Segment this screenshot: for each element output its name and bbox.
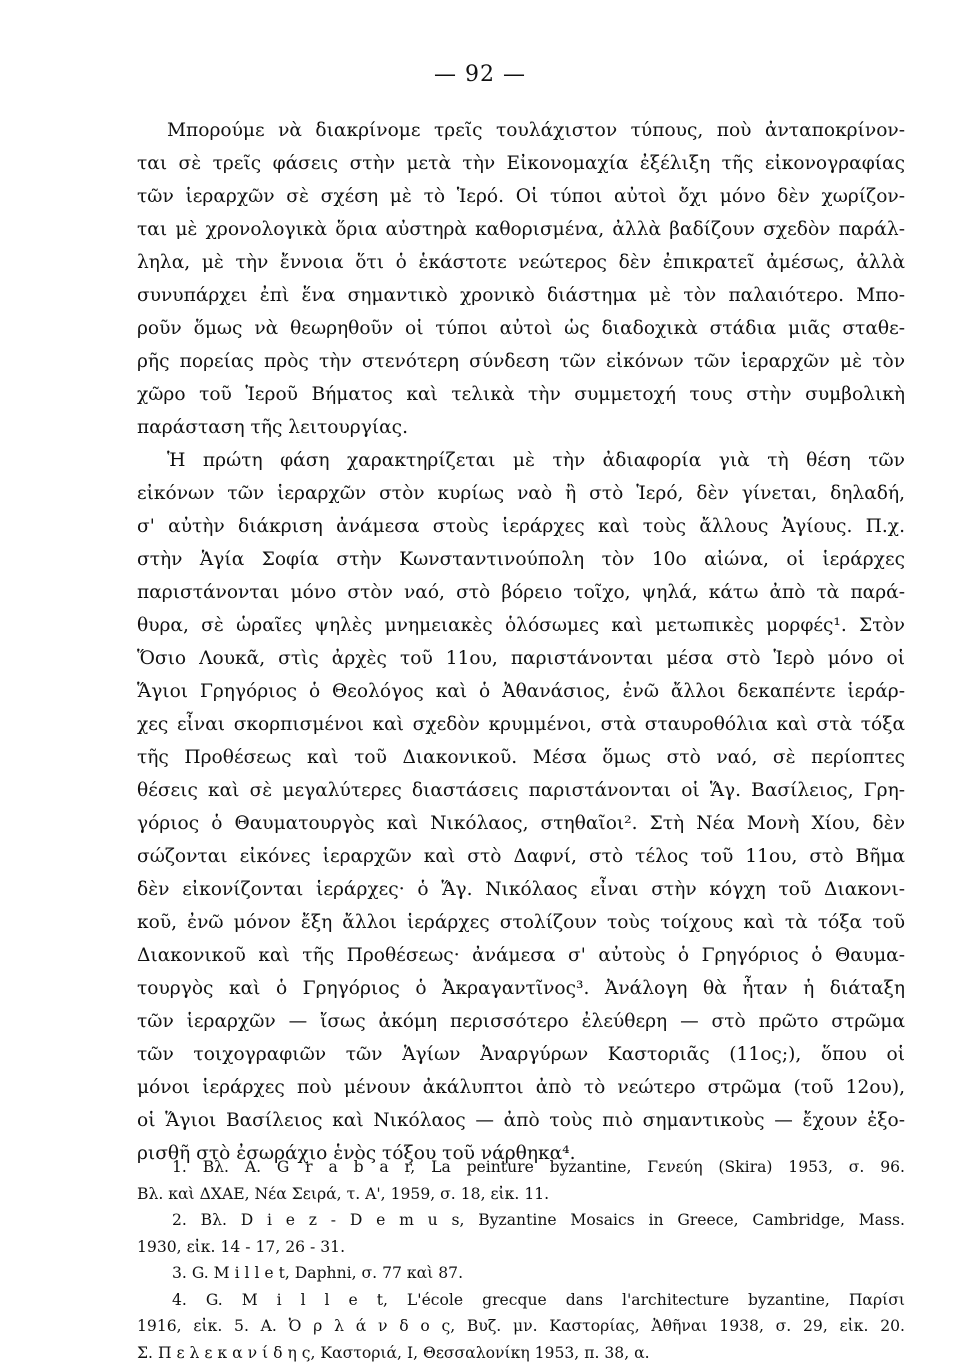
text-line: σ' αὐτὴν διάκριση ἀνάμεσα στοὺς ἱεράρχες καὶ τοὺς ἄλλους Ἁγίους. Π.χ. (137, 510, 905, 543)
text-line: ληλα, μὲ τὴν ἔννοια ὅτι ὁ ἑκάστοτε νεώτερος δὲν ἐπικρατεῖ ἀμέσως, ἀλλὰ (137, 246, 905, 279)
text-line: ται μὲ χρονολογικὰ ὅρια αὐστηρὰ καθορισμένα, ἀλλὰ βαδίζουν σχεδὸν παράλ- (137, 213, 905, 246)
footnote-1 (137, 1154, 905, 1207)
text-line: μόνοι ἱεράρχες ποὺ μένουν ἀκάλυπτοι ἀπὸ τὸ νεώτερο στρῶμα (τοῦ 12ου), (137, 1071, 905, 1104)
footnote-line: 2. Βλ. D i e z - D e m u s, Byzantine Mosaics in Greece, Cambridge, Mass. (137, 1207, 905, 1234)
text-line: τῶν ἱεραρχῶν — ἴσως ἀκόμη περισσότερο ἐλεύθερη — στὸ πρῶτο στρῶμα (137, 1005, 905, 1038)
text-line: οἱ Ἅγιοι Βασίλειος καὶ Νικόλαος — ἀπὸ τοὺς πιὸ σημαντικοὺς — ἔχουν ἐξο- (137, 1104, 905, 1137)
text-line: τουργὸς καὶ ὁ Γρηγόριος ὁ Ἀκραγαντῖνος³. Ἀνάλογη θὰ ἦταν ἡ διάταξη (137, 972, 905, 1005)
text-line: στὴν Ἁγία Σοφία στὴν Κωνσταντινούπολη τὸν 10ο αἰώνα, οἱ ἱεράρχες (137, 543, 905, 576)
text-line: Ἡ πρώτη φάση χαρακτηρίζεται μὲ τὴν ἀδιαφορία γιὰ τὴ θέση τῶν (137, 444, 905, 477)
footnote-line: 4. G. M i l l e t, L'école grecque dans l'architecture byzantine, Παρίσι (137, 1287, 905, 1314)
text-line: τῆς Προθέσεως καὶ τοῦ Διακονικοῦ. Μέσα ὅμως στὸ ναό, σὲ περίοπτες (137, 741, 905, 774)
footnote-line: 1. Βλ. A. G r a b a r, La peinture byzantine, Γενεύη (Skira) 1953, σ. 96. (137, 1154, 905, 1181)
text-line: παράσταση τῆς λειτουργίας. (137, 411, 905, 444)
text-line: ρῆς πορείας πρὸς τὴν στενότερη σύνδεση τῶν εἰκόνων τῶν ἱεραρχῶν μὲ τὸν (137, 345, 905, 378)
text-line: κοῦ, ἐνῶ μόνον ἔξη ἄλλοι ἱεράρχες στολίζουν τοὺς τοίχους καὶ τὰ τόξα τοῦ (137, 906, 905, 939)
footnote-line: Βλ. καὶ ΔΧΑΕ, Νέα Σειρά, τ. Α', 1959, σ. 18, εἰκ. 11. (137, 1181, 905, 1208)
text-line: εἰκόνων τῶν ἱεραρχῶν στὸν κυρίως ναὸ ἢ στὸ Ἱερό, δὲν γίνεται, δηλαδή, (137, 477, 905, 510)
text-line: σώζονται εἰκόνες ἱεραρχῶν καὶ στὸ Δαφνί, στὸ τέλος τοῦ 11ου, στὸ Βῆμα (137, 840, 905, 873)
text-line: θέσεις καὶ σὲ μεγαλύτερες διαστάσεις παριστάνονται οἱ Ἅγ. Βασίλειος, Γρη- (137, 774, 905, 807)
text-line: ται σὲ τρεῖς φάσεις στὴν μετὰ τὴν Εἰκονομαχία ἐξέλιξη τῆς εἰκονογραφίας (137, 147, 905, 180)
footnote-2 (137, 1207, 905, 1260)
footnote-line: Σ. Π ε λ ε κ α ν ί δ η ς, Καστοριά, Ι, Θεσσαλονίκη 1953, π. 38, α. (137, 1340, 905, 1366)
text-line: ρισθῆ στὸ ἐσωράχιο ἑνὸς τόξου τοῦ νάρθηκα⁴. (137, 1137, 905, 1170)
footnote-3 (137, 1260, 905, 1287)
text-line: χες εἶναι σκορπισμένοι καὶ σχεδὸν κρυμμένοι, στὰ σταυροθόλια καὶ στὰ τόξα (137, 708, 905, 741)
footnotes (137, 1154, 905, 1366)
footnote-line: 1930, εἰκ. 14 - 17, 26 - 31. (137, 1234, 905, 1261)
paragraph (137, 114, 905, 444)
text-line: δὲν εἰκονίζονται ἱεράρχες· ὁ Ἅγ. Νικόλαος εἶναι στὴν κόγχη τοῦ Διακονι- (137, 873, 905, 906)
footnote-4 (137, 1287, 905, 1366)
text-line: τῶν ἱεραρχῶν σὲ σχέση μὲ τὸ Ἱερό. Οἱ τύποι αὐτοὶ ὄχι μόνο δὲν χωρίζον- (137, 180, 905, 213)
text-line: παριστάνονται μόνο στὸν ναό, στὸ βόρειο τοῖχο, ψηλά, κάτω ἀπὸ τὰ παρά- (137, 576, 905, 609)
text-line: χῶρο τοῦ Ἱεροῦ Βήματος καὶ τελικὰ τὴν συμμετοχή τους στὴν συμβολικὴ (137, 378, 905, 411)
text-line: συνυπάρχει ἐπὶ ἕνα σημαντικὸ χρονικὸ διάστημα μὲ τὸν παλαιότερο. Μπο- (137, 279, 905, 312)
footnote-line: 1916, εἰκ. 5. Α. Ὀ ρ λ ά ν δ ο ς, Βυζ. μν. Καστορίας, Ἀθῆναι 1938, σ. 29, εἰκ. 20. (137, 1313, 905, 1340)
text-line: τῶν τοιχογραφιῶν τῶν Ἁγίων Ἀναργύρων Καστοριᾶς (11ος;), ὅπου οἱ (137, 1038, 905, 1071)
text-line: ροῦν ὅμως νὰ θεωρηθοῦν οἱ τύποι αὐτοὶ ὡς διαδοχικὰ στάδια μιᾶς σταθε- (137, 312, 905, 345)
paragraph (137, 444, 905, 1170)
footnote-line: 3. G. M i l l e t, Daphni, σ. 77 καὶ 87. (137, 1260, 905, 1287)
text-line: θυρα, σὲ ὡραῖες ψηλὲς μνημειακὲς ὁλόσωμες καὶ μετωπικὲς μορφές¹. Στὸν (137, 609, 905, 642)
text-line: Μπορούμε νὰ διακρίνομε τρεῖς τουλάχιστον τύπους, ποὺ ἀνταποκρίνον- (137, 114, 905, 147)
text-line: Διακονικοῦ καὶ τῆς Προθέσεως· ἀνάμεσα σ' αὐτοὺς ὁ Γρηγόριος ὁ Θαυμα- (137, 939, 905, 972)
text-line: γόριος ὁ Θαυματουργὸς καὶ Νικόλαος, στηθαῖοι². Στὴ Νέα Μονὴ Χίου, δὲν (137, 807, 905, 840)
text-line: Ἅγιοι Γρηγόριος ὁ Θεολόγος καὶ ὁ Ἀθανάσιος, ἐνῶ ἄλλοι δεκαπέντε ἱεράρ- (137, 675, 905, 708)
body-text (137, 114, 905, 1170)
text-line: Ὅσιο Λουκᾶ, στὶς ἀρχὲς τοῦ 11ου, παριστάνονται μέσα στὸ Ἱερὸ μόνο οἱ (137, 642, 905, 675)
page-number: — 92 — (0, 62, 960, 87)
